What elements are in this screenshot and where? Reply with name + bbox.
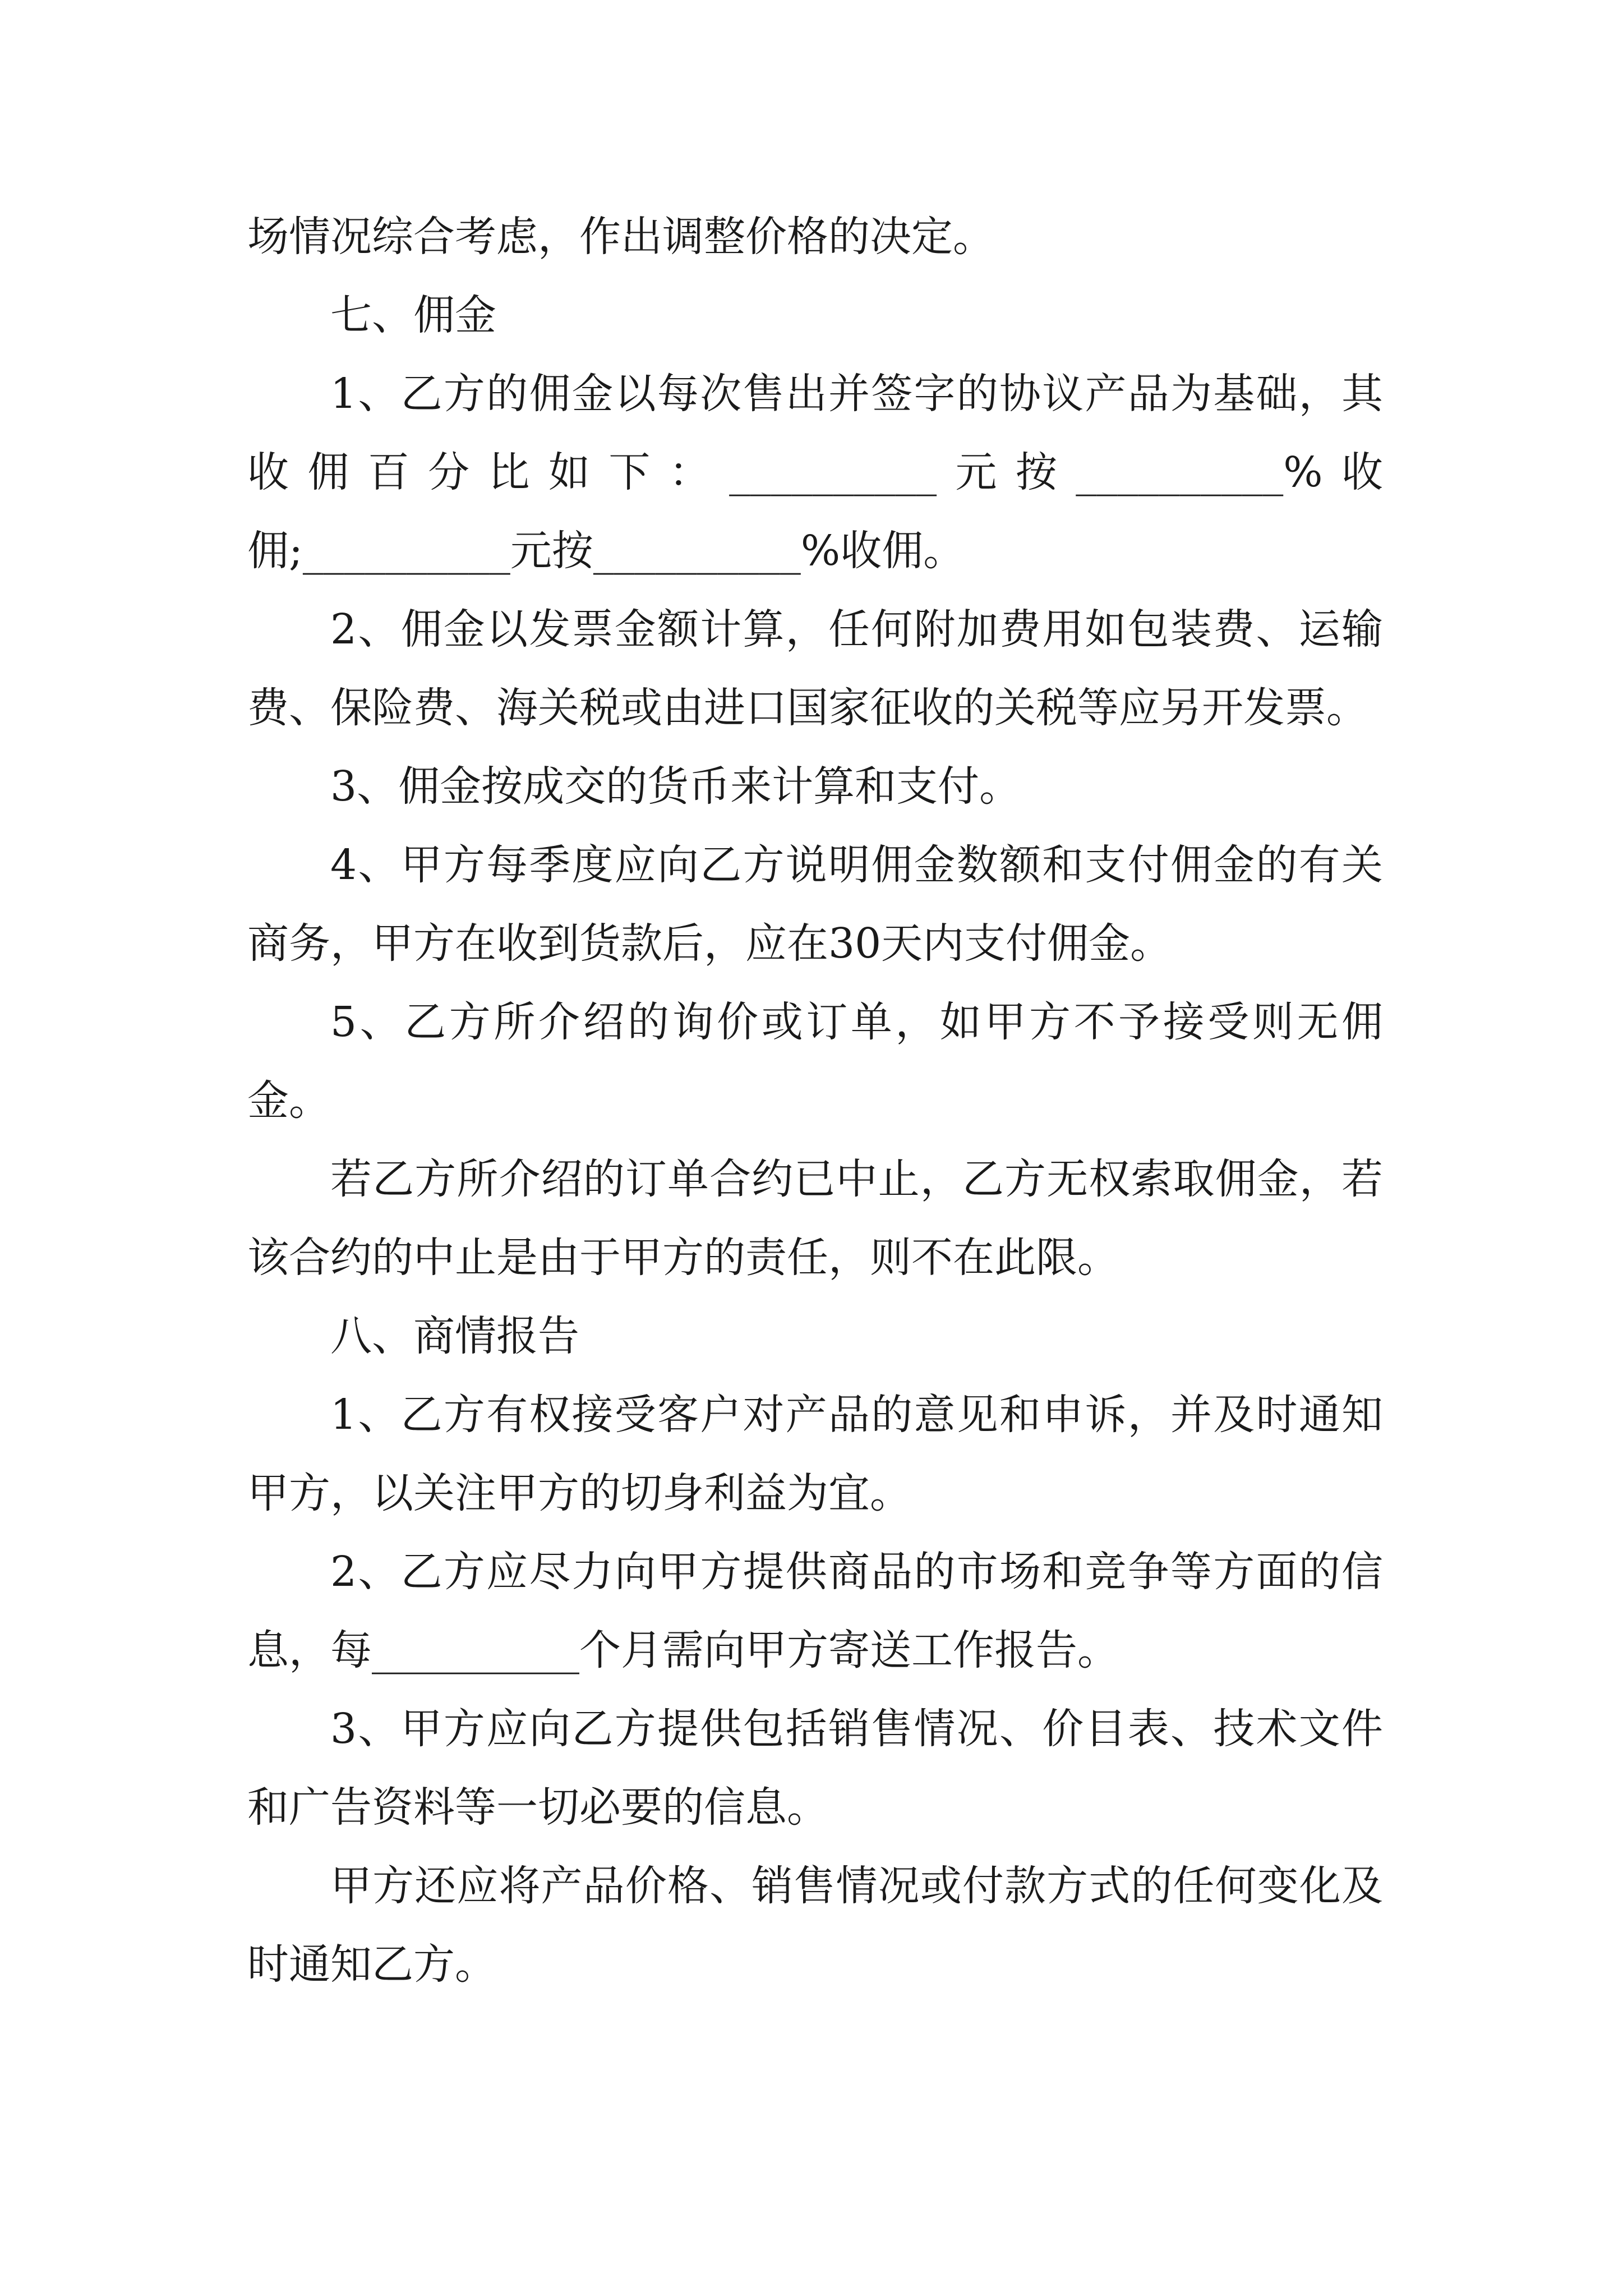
section-heading-commission: 七、佣金 xyxy=(330,291,496,339)
document-body xyxy=(247,197,1383,2004)
section-heading-market-report: 八、商情报告 xyxy=(330,1312,579,1360)
paragraph-commission-rate: 1、乙方的佣金以每次售出并签字的协议产品为基础，其收佣百分比如下：__________元按__________%收佣;__________元按__________%收佣。 xyxy=(247,370,1383,575)
paragraph-commission-invoice: 2、佣金以发票金额计算，任何附加费用如包装费、运输费、保险费、海关税或由进口国家征收的关税等应另开发票。 xyxy=(247,605,1383,732)
paragraph-commission-currency: 3、佣金按成交的货币来计算和支付。 xyxy=(330,762,1021,811)
paragraph-price-adjustment-continued: 场情况综合考虑，作出调整价格的决定。 xyxy=(247,213,994,261)
paragraph-market-information: 2、乙方应尽力向甲方提供商品的市场和竞争等方面的信息，每__________个月需向甲方寄送工作报告。 xyxy=(247,1548,1383,1674)
paragraph-change-notification: 甲方还应将产品价格、销售情况或付款方式的任何变化及时通知乙方。 xyxy=(247,1862,1383,1989)
paragraph-commission-rejected-orders: 5、乙方所介绍的询价或订单，如甲方不予接受则无佣金。 xyxy=(247,998,1383,1125)
paragraph-party-a-information: 3、甲方应向乙方提供包括销售情况、价目表、技术文件和广告资料等一切必要的信息。 xyxy=(247,1705,1383,1832)
paragraph-commission-terminated-contract: 若乙方所介绍的订单合约已中止，乙方无权索取佣金，若该合约的中止是由于甲方的责任，则不在此限。 xyxy=(247,1155,1383,1282)
paragraph-customer-feedback: 1、乙方有权接受客户对产品的意见和申诉，并及时通知甲方，以关注甲方的切身利益为宜。 xyxy=(247,1391,1383,1517)
paragraph-commission-payment: 4、甲方每季度应向乙方说明佣金数额和支付佣金的有关商务，甲方在收到货款后，应在30天内支付佣金。 xyxy=(247,841,1383,968)
